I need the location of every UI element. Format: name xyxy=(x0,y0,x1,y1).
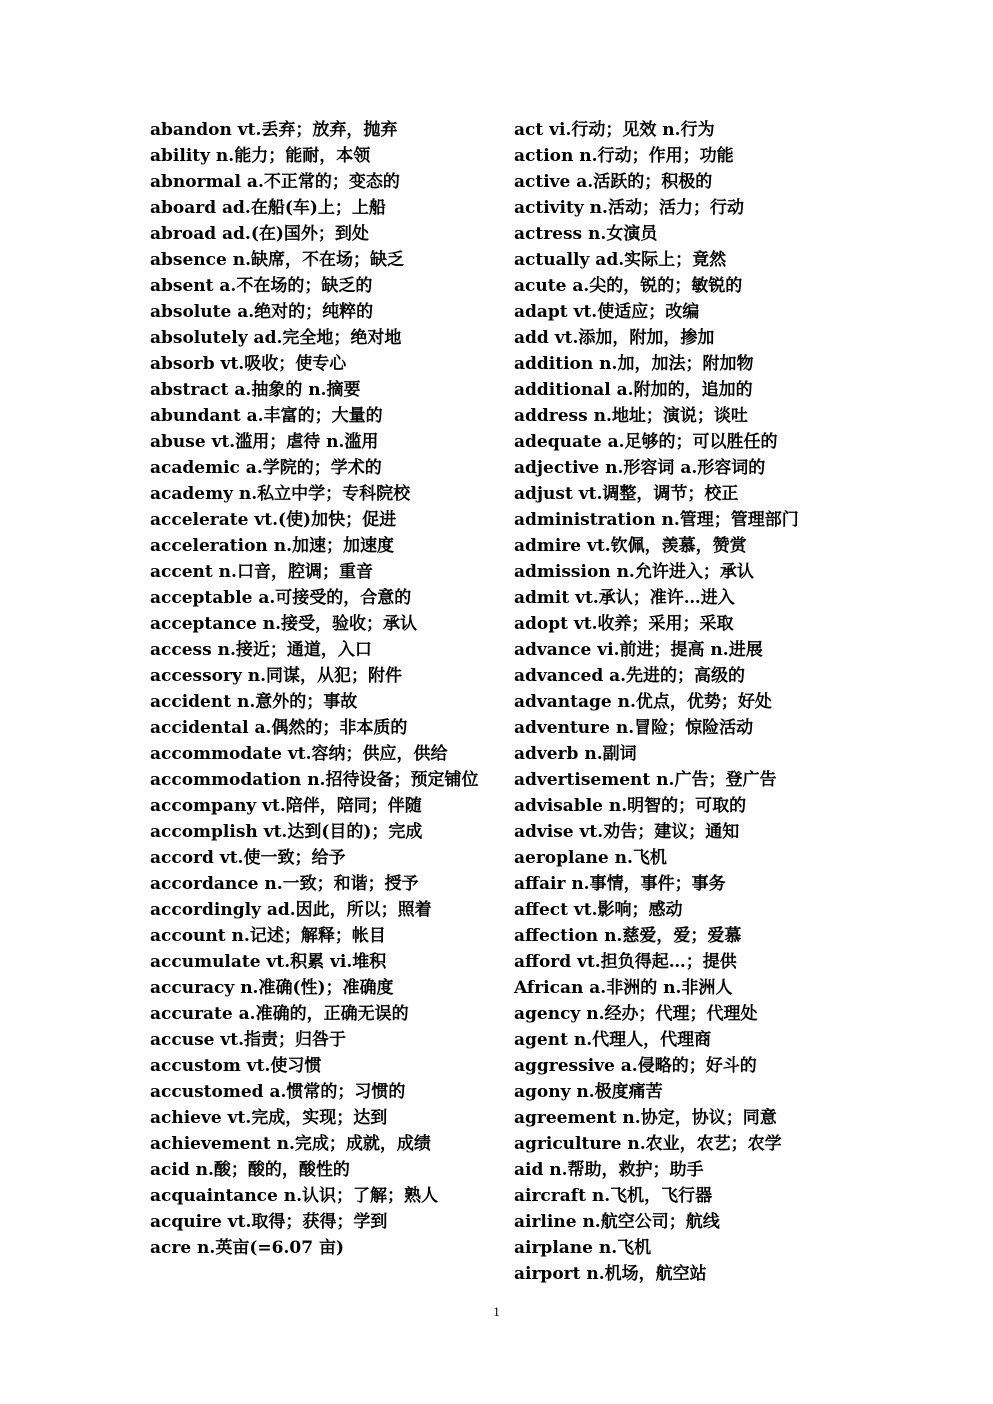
vocab-entry: accent n.口音，腔调；重音 xyxy=(150,562,373,582)
vocab-entry: active a.活跃的；积极的 xyxy=(514,172,713,192)
vocab-entry: accurate a.准确的，正确无误的 xyxy=(150,1004,409,1024)
vocab-entry: achieve vt.完成，实现；达到 xyxy=(150,1108,388,1128)
vocab-entry: account n.记述；解释；帐目 xyxy=(150,926,386,946)
vocab-entry: agent n.代理人，代理商 xyxy=(514,1030,712,1050)
vocab-entry: acute a.尖的，锐的；敏锐的 xyxy=(514,276,743,296)
vocab-entry: affect vt.影响；感动 xyxy=(514,900,683,920)
vocab-entry: administration n.管理；管理部门 xyxy=(514,510,799,530)
vocab-entry: adjective n.形容词 a.形容词的 xyxy=(514,458,766,478)
vocab-entry: absolutely ad.完全地；绝对地 xyxy=(150,328,402,348)
vocab-entry: address n.地址；演说；谈吐 xyxy=(514,406,748,426)
vocab-entry: abroad ad.(在)国外；到处 xyxy=(150,224,369,244)
vocab-entry: add vt.添加，附加，掺加 xyxy=(514,328,715,348)
vocab-entry: advantage n.优点，优势；好处 xyxy=(514,692,772,712)
vocab-entry: actually ad.实际上；竟然 xyxy=(514,250,727,270)
vocab-entry: accustomed a.惯常的；习惯的 xyxy=(150,1082,406,1102)
vocab-entry: airline n.航空公司；航线 xyxy=(514,1212,720,1232)
vocab-entry: advise vt.劝告；建议；通知 xyxy=(514,822,740,842)
vocab-entry: accompany vt.陪伴，陪同；伴随 xyxy=(150,796,422,816)
vocab-entry: absence n.缺席，不在场；缺乏 xyxy=(150,250,405,270)
vocab-entry: admission n.允许进入；承认 xyxy=(514,562,754,582)
vocab-entry: absent a.不在场的；缺乏的 xyxy=(150,276,373,296)
vocab-entry: adventure n.冒险；惊险活动 xyxy=(514,718,754,738)
vocab-entry: adapt vt.使适应；改编 xyxy=(514,302,700,322)
vocab-entry: access n.接近；通道，入口 xyxy=(150,640,372,660)
vocab-entry: addition n.加，加法；附加物 xyxy=(514,354,754,374)
vocab-entry: absorb vt.吸收；使专心 xyxy=(150,354,347,374)
vocab-entry: abnormal a.不正常的；变态的 xyxy=(150,172,400,192)
vocab-entry: admit vt.承认；准许…进入 xyxy=(514,588,735,608)
vocab-entry: additional a.附加的，追加的 xyxy=(514,380,753,400)
left-column xyxy=(150,117,485,1261)
right-column xyxy=(514,117,814,1287)
vocab-entry: aid n.帮助，救护；助手 xyxy=(514,1160,704,1180)
vocab-entry: accordance n.一致；和谐；授予 xyxy=(150,874,419,894)
vocab-entry: advanced a.先进的；高级的 xyxy=(514,666,746,686)
vocab-entry: accustom vt.使习惯 xyxy=(150,1056,322,1076)
vocab-entry: agency n.经办；代理；代理处 xyxy=(514,1004,758,1024)
vocab-entry: aeroplane n.飞机 xyxy=(514,848,667,868)
vocab-entry: advertisement n.广告；登广告 xyxy=(514,770,777,790)
vocab-entry: accommodation n.招待设备；预定铺位 xyxy=(150,770,479,790)
vocab-entry: accelerate vt.(使)加快；促进 xyxy=(150,510,397,530)
vocab-entry: affection n.慈爱，爱；爱慕 xyxy=(514,926,742,946)
vocab-entry: accordingly ad.因此，所以；照着 xyxy=(150,900,432,920)
vocab-entry: acceptable a.可接受的，合意的 xyxy=(150,588,412,608)
vocab-entry: ability n.能力；能耐，本领 xyxy=(150,146,371,166)
vocab-entry: aggressive a.侵略的；好斗的 xyxy=(514,1056,757,1076)
vocab-entry: affair n.事情，事件；事务 xyxy=(514,874,726,894)
vocab-entry: acquire vt.取得；获得；学到 xyxy=(150,1212,388,1232)
vocab-entry: accessory n.同谋，从犯；附件 xyxy=(150,666,403,686)
page-number: 1 xyxy=(493,1304,500,1319)
vocab-entry: airplane n.飞机 xyxy=(514,1238,652,1258)
vocab-entry: advisable n.明智的；可取的 xyxy=(514,796,747,816)
vocab-entry: abstract a.抽象的 n.摘要 xyxy=(150,380,361,400)
vocab-entry: academic a.学院的；学术的 xyxy=(150,458,382,478)
vocab-entry: activity n.活动；活力；行动 xyxy=(514,198,744,218)
vocab-entry: accord vt.使一致；给予 xyxy=(150,848,346,868)
vocab-entry: aboard ad.在船(车)上；上船 xyxy=(150,198,386,218)
vocab-entry: abundant a.丰富的；大量的 xyxy=(150,406,383,426)
vocab-entry: adopt vt.收养；采用；采取 xyxy=(514,614,734,634)
vocab-entry: abuse vt.滥用；虐待 n.滥用 xyxy=(150,432,379,452)
vocab-entry: airport n.机场，航空站 xyxy=(514,1264,707,1284)
vocab-entry: accumulate vt.积累 vi.堆积 xyxy=(150,952,387,972)
vocab-entry: agony n.极度痛苦 xyxy=(514,1082,663,1102)
vocab-entry: abandon vt.丢弃；放弃，抛弃 xyxy=(150,120,398,140)
vocab-entry: adverb n.副词 xyxy=(514,744,637,764)
vocab-entry: action n.行动；作用；功能 xyxy=(514,146,734,166)
vocab-entry: agriculture n.农业，农艺；农学 xyxy=(514,1134,782,1154)
vocab-entry: act vi.行动；见效 n.行为 xyxy=(514,120,715,140)
vocab-entry: African a.非洲的 n.非洲人 xyxy=(514,978,733,998)
vocab-entry: adequate a.足够的；可以胜任的 xyxy=(514,432,778,452)
vocab-entry: acid n.酸；酸的，酸性的 xyxy=(150,1160,350,1180)
vocab-entry: acre n.英亩(=6.07 亩) xyxy=(150,1238,344,1258)
vocab-entry: afford vt.担负得起…；提供 xyxy=(514,952,737,972)
vocab-entry: accuse vt.指责；归咎于 xyxy=(150,1030,347,1050)
vocab-entry: accomplish vt.达到(目的)；完成 xyxy=(150,822,423,842)
vocab-entry: advance vi.前进；提高 n.进展 xyxy=(514,640,763,660)
vocab-entry: acceptance n.接受，验收；承认 xyxy=(150,614,418,634)
vocab-entry: academy n.私立中学；专科院校 xyxy=(150,484,411,504)
vocab-entry: absolute a.绝对的；纯粹的 xyxy=(150,302,374,322)
vocab-entry: accommodate vt.容纳；供应，供给 xyxy=(150,744,448,764)
vocab-entry: acceleration n.加速；加速度 xyxy=(150,536,394,556)
vocab-entry: admire vt.钦佩，羡慕，赞赏 xyxy=(514,536,747,556)
vocab-entry: aircraft n.飞机，飞行器 xyxy=(514,1186,713,1206)
vocab-entry: accuracy n.准确(性)；准确度 xyxy=(150,978,394,998)
vocab-entry: accidental a.偶然的；非本质的 xyxy=(150,718,408,738)
vocab-entry: acquaintance n.认识；了解；熟人 xyxy=(150,1186,439,1206)
vocab-entry: agreement n.协定，协议；同意 xyxy=(514,1108,777,1128)
vocab-entry: actress n.女演员 xyxy=(514,224,658,244)
vocab-entry: accident n.意外的；事故 xyxy=(150,692,358,712)
vocab-entry: adjust vt.调整，调节；校正 xyxy=(514,484,739,504)
vocab-entry: achievement n.完成；成就，成绩 xyxy=(150,1134,431,1154)
